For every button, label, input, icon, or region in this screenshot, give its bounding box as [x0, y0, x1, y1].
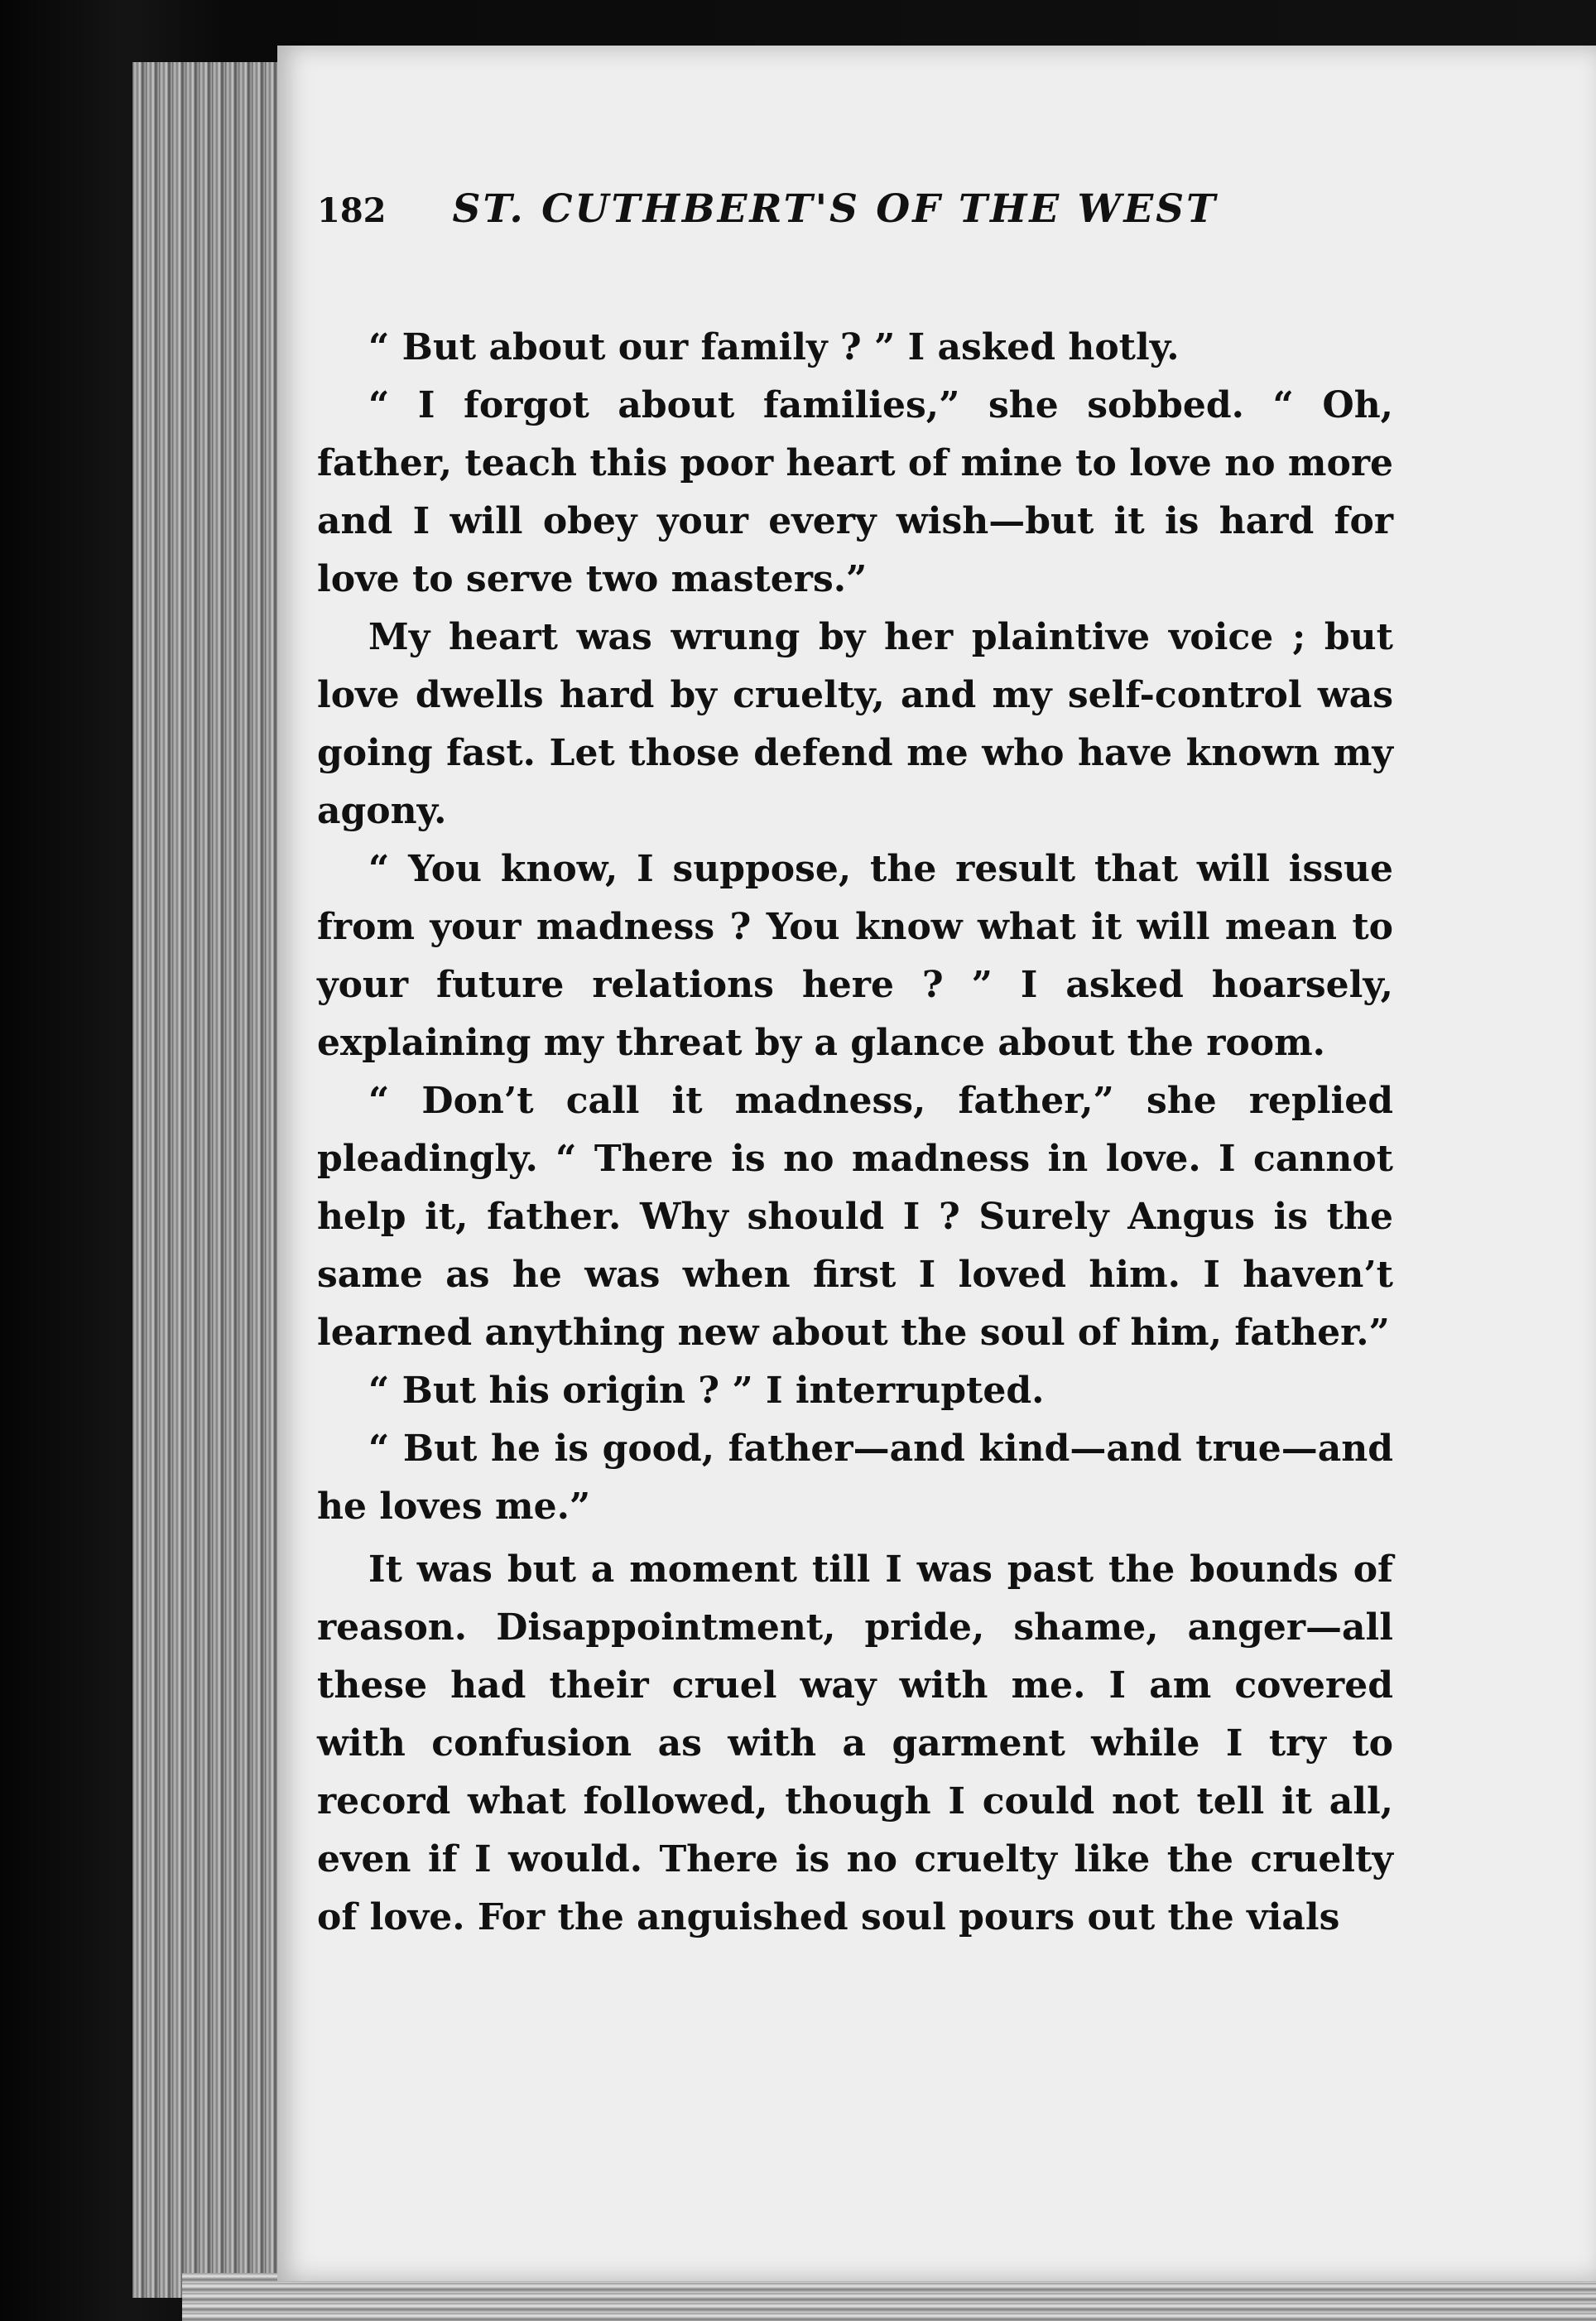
page-header — [317, 186, 1459, 269]
running-title: ST. CUTHBERT'S OF THE WEST — [452, 186, 1219, 232]
body-text — [317, 319, 1393, 1947]
page-edges — [132, 62, 290, 2298]
paragraph: “ But he is good, father—and kind—and true—and he loves me.” — [317, 1428, 1393, 1528]
paragraph: “ I forgot about families,” she sobbed. “ Oh, father, teach this poor heart of mine to love no more and I will obey your every wish—but it is hard for love to serve two masters.” — [317, 384, 1393, 600]
paragraph: “ But about our family ? ” I asked hotly. — [368, 326, 1180, 368]
page-number: 182 — [317, 191, 387, 230]
paragraph: “ Don’t call it madness, father,” she replied pleadingly. “ There is no madness in love. I cannot help it, father. Why should I ? Surely Angus is the same as he was when first I loved him. I haven’t learned anything new about the soul of him, father.” — [317, 1080, 1393, 1354]
paragraph: It was but a moment till I was past the bounds of reason. Disappointment, pride, shame, anger—all these had their cruel way with me. I am covered with confusion as with a garment while I try to record what followed, though I could not tell it all, even if I would. There is no cruelty like the cruelty of love. For the anguished soul pours out the vials — [317, 1548, 1393, 1938]
paragraph: My heart was wrung by her plaintive voice ; but love dwells hard by cruelty, and my self-control was going fast. Let those defend me who have known my agony. — [317, 616, 1393, 832]
paragraph: “ But his origin ? ” I interrupted. — [368, 1370, 1045, 1412]
paragraph: “ You know, I suppose, the result that will issue from your madness ? You know what it will mean to your future relations here ? ” I asked hoarsely, explaining my threat by a glance about the room. — [317, 848, 1393, 1064]
